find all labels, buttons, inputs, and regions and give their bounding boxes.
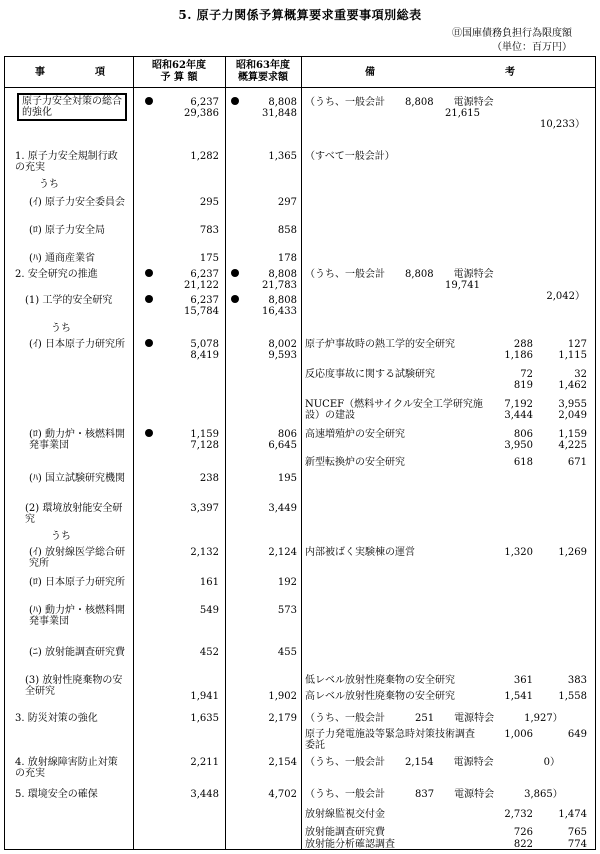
remark-a2: 1,186: [504, 350, 533, 361]
row-label: うち: [51, 323, 71, 334]
cell-v1: 2,132: [190, 547, 219, 558]
cell-v2: 192: [277, 577, 297, 588]
remark-text: 反応度事故に関する試験研究: [305, 369, 435, 380]
cell-remark: （うち、一般会計 8,808 電源特会: [305, 269, 494, 280]
cell-v2: 573: [277, 605, 297, 616]
cell-remark2: 21,615: [445, 108, 480, 119]
cell-v1: 783: [199, 225, 219, 236]
remark-b2: 2,049: [558, 410, 587, 421]
cell-v1: 1,282: [190, 151, 219, 162]
header-item-b: 項: [95, 67, 105, 78]
cell-v1: 161: [199, 577, 219, 588]
header-remark-a: 備: [365, 67, 375, 78]
cell-v2: 8,002: [268, 339, 297, 350]
cell-v1: 6,237: [190, 295, 219, 306]
row-label: (ﾊ) 動力炉・核燃料開発事業団: [29, 605, 125, 627]
remark-a2: 819: [513, 380, 533, 391]
remark-a: 1,541: [504, 691, 533, 702]
cell-v1: 175: [199, 253, 219, 264]
remark-b: 383: [567, 675, 587, 686]
remark-text: 新型転換炉の安全研究: [305, 457, 405, 468]
remark-b: 649: [567, 729, 587, 740]
remark-b: 774: [567, 839, 587, 850]
cell-v1: 295: [199, 197, 219, 208]
cell-v2: 2,179: [268, 713, 297, 724]
cell-v2b: 6,645: [268, 440, 297, 451]
cell-v1: 549: [199, 605, 219, 616]
row-label: (1) 工学的安全研究: [25, 295, 113, 306]
remark-text: 高レベル放射性廃棄物の安全研究: [305, 691, 455, 702]
row-label: (ﾛ) 原子力安全局: [29, 225, 105, 236]
cell-remark2: 19,741: [445, 280, 480, 291]
remark-a: 72: [520, 369, 533, 380]
cell-v2: 1,365: [268, 151, 297, 162]
row-label: (ﾛ) 日本原子力研究所: [29, 577, 125, 588]
cell-v1: 238: [199, 473, 219, 484]
cell-v2: 2,154: [268, 757, 297, 768]
header-remark-b: 考: [505, 67, 515, 78]
remark-a: 618: [513, 457, 533, 468]
row-label: (ﾊ) 国立試験研究機関: [29, 473, 125, 484]
row-label: 5. 環境安全の確保: [15, 789, 98, 800]
remark-a: 1,006: [504, 729, 533, 740]
remark-text: 原子力発電施設等緊急時対策技術調査委託: [305, 729, 475, 751]
remark-a: 288: [513, 339, 533, 350]
remark-text: 放射能調査研究費: [305, 827, 385, 838]
row-label: うち: [51, 531, 71, 542]
cell-v2b: 9,593: [268, 350, 297, 361]
remark-text: 低レベル放射性廃棄物の安全研究: [305, 675, 455, 686]
remark-b: 1,474: [558, 809, 587, 820]
cell-remark: （うち、一般会計 837 電源特会 3,865）: [305, 789, 563, 800]
budget-table: [4, 56, 596, 850]
cell-v1: 1,635: [190, 713, 219, 724]
guarantee-note: ㊐国庫債務負担行為限度額: [452, 28, 572, 39]
row-label: (ﾆ) 放射能調査研究費: [29, 647, 125, 658]
remark-a: 2,732: [504, 809, 533, 820]
remark-b2: 1,115: [558, 350, 587, 361]
remark-a: 822: [513, 839, 533, 850]
remark-text: 内部被ばく実験棟の運営: [305, 547, 415, 558]
cell-v1b: 7,128: [190, 440, 219, 451]
cell-v1: 6,237: [190, 97, 219, 108]
cell-v1: 2,211: [190, 757, 219, 768]
cell-v2: 806: [277, 429, 297, 440]
row-label: (ﾛ) 動力炉・核燃料開発事業団: [29, 429, 125, 451]
cell-remark3: 10,233）: [540, 119, 585, 130]
cell-v1: 1,941: [190, 691, 219, 702]
header-col1-line2: 予 算 額: [160, 72, 198, 83]
remark-text: 高速増殖炉の安全研究: [305, 429, 405, 440]
cell-v2: 8,808: [268, 295, 297, 306]
cell-remark: （うち、一般会計 251 電源特会 1,927）: [305, 713, 563, 724]
remark-text: 放射能分析確認調査: [305, 839, 395, 850]
row-label: (ｲ) 日本原子力研究所: [29, 339, 125, 350]
cell-v2b: 31,848: [262, 108, 297, 119]
remark-text: 原子炉事故時の熱工学的安全研究: [305, 339, 455, 350]
unit-note: （単位：百万円）: [492, 42, 572, 53]
remark-a: 806: [513, 429, 533, 440]
row-label: 3. 防災対策の強化: [15, 713, 98, 724]
remark-text: 放射線監視交付金: [305, 809, 385, 820]
remark-a: 7,192: [504, 399, 533, 410]
header-col2-line1: 昭和63年度: [236, 60, 290, 71]
remark-text: NUCEF（燃料サイクル安全工学研究施設）の建設: [305, 399, 483, 421]
remark-a2: 3,950: [504, 440, 533, 451]
remark-a: 726: [513, 827, 533, 838]
cell-v2: 178: [277, 253, 297, 264]
remark-b: 765: [567, 827, 587, 838]
cell-v2: 8,808: [268, 97, 297, 108]
remark-a: 361: [513, 675, 533, 686]
row-label: (ｲ) 放射線医学総合研究所: [29, 547, 125, 569]
cell-v1: 3,397: [190, 503, 219, 514]
cell-v1: 452: [199, 647, 219, 658]
remark-a: 1,320: [504, 547, 533, 558]
cell-v2: 8,808: [268, 269, 297, 280]
cell-v1b: 15,784: [184, 306, 219, 317]
row-label: うち: [39, 179, 59, 190]
header-col2-line2: 概算要求額: [238, 72, 288, 83]
remark-b2: 4,225: [558, 440, 587, 451]
cell-v2: 195: [277, 473, 297, 484]
cell-v2b: 21,783: [262, 280, 297, 291]
cell-v2: 4,702: [268, 789, 297, 800]
cell-v1b: 21,122: [184, 280, 219, 291]
remark-b: 1,159: [558, 429, 587, 440]
row-label: 1. 原子力安全規制行政の充実: [15, 151, 118, 173]
row-label: (3) 放射性廃棄物の安全研究: [25, 675, 123, 697]
cell-remark: （うち、一般会計 2,154 電源特会 0）: [305, 757, 560, 768]
cell-v2: 3,449: [268, 503, 297, 514]
cell-v1b: 8,419: [190, 350, 219, 361]
cell-v2: 858: [277, 225, 297, 236]
cell-v2b: 16,433: [262, 306, 297, 317]
row-label: 2. 安全研究の推進: [15, 269, 98, 280]
remark-b: 32: [574, 369, 587, 380]
row-label: 原子力安全対策の総合的強化: [17, 93, 127, 121]
cell-v1: 3,448: [190, 789, 219, 800]
row-label: (ｲ) 原子力安全委員会: [29, 197, 125, 208]
remark-b: 3,955: [558, 399, 587, 410]
cell-remark: （うち、一般会計 8,808 電源特会: [305, 97, 494, 108]
cell-v2: 2,124: [268, 547, 297, 558]
row-label: 4. 放射線障害防止対策の充実: [15, 757, 118, 779]
cell-v1b: 29,386: [184, 108, 219, 119]
header-item-a: 事: [35, 67, 45, 78]
page-title: 5. 原子力関係予算概算要求重要事項別総表: [178, 8, 422, 22]
cell-remark: （すべて一般会計）: [305, 151, 395, 162]
cell-v1: 1,159: [190, 429, 219, 440]
cell-v2: 1,902: [268, 691, 297, 702]
remark-b: 1,558: [558, 691, 587, 702]
remark-b2: 1,462: [558, 380, 587, 391]
cell-v1: 6,237: [190, 269, 219, 280]
cell-v1: 5,078: [190, 339, 219, 350]
cell-v2: 297: [277, 197, 297, 208]
cell-v2: 455: [277, 647, 297, 658]
header-col1-line1: 昭和62年度: [152, 60, 206, 71]
remark-b: 1,269: [558, 547, 587, 558]
row-label: (ﾊ) 通商産業省: [29, 253, 95, 264]
cell-remark3: 2,042）: [546, 291, 585, 302]
remark-b: 671: [567, 457, 587, 468]
remark-a2: 3,444: [504, 410, 533, 421]
remark-b: 127: [567, 339, 587, 350]
row-label: (2) 環境放射能安全研究: [25, 503, 123, 525]
